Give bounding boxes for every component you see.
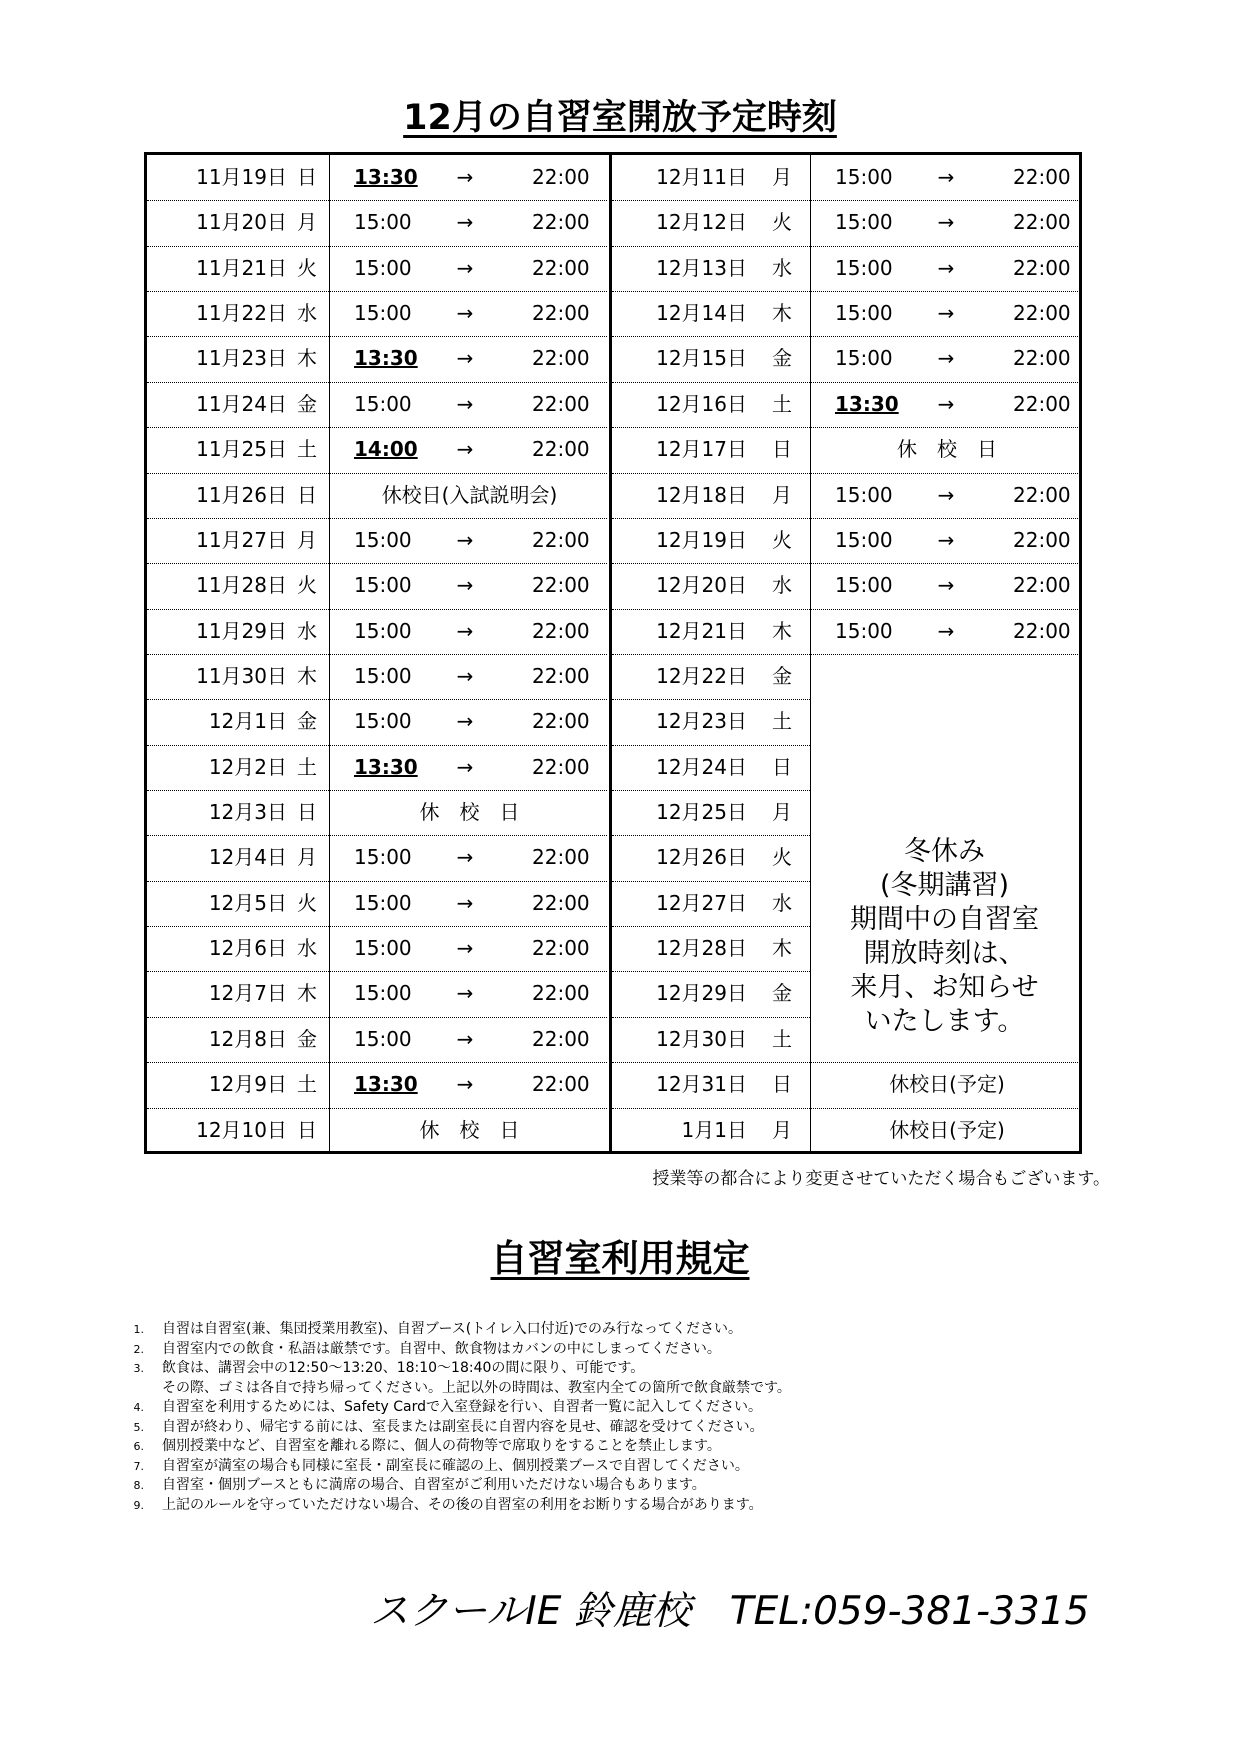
day-of-week: 日	[297, 1117, 317, 1142]
day-of-week: 日	[297, 165, 317, 189]
close-time: 22:00	[532, 437, 590, 462]
winter-break-text: 冬休み (冬期講習) 期間中の自習室 開放時刻は、 来月、お知らせ いたします。	[850, 836, 1039, 1037]
open-time: 15:00	[835, 482, 893, 507]
open-time: 15:00	[354, 391, 412, 416]
schedule-table	[144, 152, 1082, 1154]
arrow-icon: →	[456, 210, 474, 235]
rule-item	[130, 1340, 1120, 1360]
open-time: 14:00	[354, 437, 418, 462]
close-time: 22:00	[532, 618, 590, 643]
day-of-week: 木	[297, 346, 317, 371]
day-of-week: 水	[297, 618, 317, 643]
close-time: 22:00	[532, 346, 590, 371]
arrow-icon: →	[456, 346, 474, 371]
rule-text: 自習室・個別ブースともに満席の場合、自習室がご利用いただけない場合もあります。	[162, 1477, 706, 1493]
day-of-week: 水	[297, 301, 317, 326]
closed-note: 休校日(予定)	[889, 1072, 1005, 1097]
schedule-date: 11月24日	[196, 391, 287, 416]
arrow-icon: →	[937, 618, 955, 643]
arrow-icon: →	[937, 573, 955, 598]
open-time: 15:00	[354, 981, 412, 1006]
close-time: 22:00	[1013, 573, 1071, 598]
closed-note: 休 校 日	[897, 437, 997, 462]
rule-item	[130, 1437, 1120, 1457]
closed-note: 休校日(予定)	[889, 1117, 1005, 1142]
arrow-icon: →	[456, 709, 474, 734]
day-of-week: 木	[772, 301, 792, 326]
day-of-week: 金	[297, 709, 317, 734]
close-time: 22:00	[1013, 527, 1071, 552]
day-of-week: 日	[772, 1072, 792, 1097]
open-time: 13:30	[354, 346, 418, 371]
open-time: 13:30	[354, 1072, 418, 1097]
schedule-date: 11月21日	[196, 255, 287, 280]
schedule-date: 12月4日	[208, 845, 287, 870]
schedule-date: 11月25日	[196, 437, 287, 462]
arrow-icon: →	[937, 391, 955, 416]
rule-number: 2.	[133, 1342, 144, 1356]
open-time: 13:30	[354, 165, 418, 189]
day-of-week: 日	[297, 800, 317, 825]
schedule-date: 11月23日	[196, 346, 287, 371]
open-time: 15:00	[835, 346, 893, 371]
schedule-date: 12月11日	[656, 165, 747, 189]
schedule-date: 12月12日	[656, 210, 747, 235]
day-of-week: 土	[297, 1072, 317, 1097]
close-time: 22:00	[532, 527, 590, 552]
arrow-icon: →	[937, 482, 955, 507]
schedule-date: 12月6日	[208, 936, 287, 961]
day-of-week: 月	[772, 165, 792, 189]
schedule-date: 12月18日	[656, 482, 747, 507]
open-time: 15:00	[354, 936, 412, 961]
schedule-date: 11月19日	[196, 165, 287, 189]
day-of-week: 月	[297, 210, 317, 235]
arrow-icon: →	[937, 301, 955, 326]
close-time: 22:00	[1013, 165, 1071, 189]
close-time: 22:00	[532, 1072, 590, 1097]
day-of-week: 水	[297, 936, 317, 961]
rule-number: 1.	[133, 1323, 144, 1336]
rule-text: 自習は自習室(兼、集団授業用教室)、自習ブース(トイレ入口付近)でのみ行なってください。	[162, 1321, 743, 1337]
close-time: 22:00	[532, 210, 590, 235]
schedule-date: 12月21日	[656, 618, 747, 643]
arrow-icon: →	[456, 1072, 474, 1097]
schedule-date: 1月1日	[681, 1117, 747, 1142]
schedule-date: 11月29日	[196, 618, 287, 643]
open-time: 15:00	[835, 255, 893, 280]
day-of-week: 日	[772, 437, 792, 462]
arrow-icon: →	[456, 391, 474, 416]
arrow-icon: →	[456, 981, 474, 1006]
schedule-date: 11月30日	[196, 663, 287, 688]
open-time: 13:30	[354, 754, 418, 779]
close-time: 22:00	[532, 391, 590, 416]
close-time: 22:00	[532, 573, 590, 598]
schedule-date: 12月25日	[656, 800, 747, 825]
schedule-date: 11月26日	[196, 482, 287, 507]
close-time: 22:00	[532, 709, 590, 734]
rule-number: 4.	[133, 1401, 144, 1414]
school-footer: スクールIE 鈴鹿校 TEL:059-381-3315	[370, 1589, 1090, 1634]
arrow-icon: →	[937, 346, 955, 371]
schedule-date: 12月24日	[656, 754, 747, 779]
day-of-week: 火	[772, 845, 792, 870]
rule-text: 飲食は、講習会中の12:50～13:20、18:10～18:40の間に限り、可能です。 その際、ゴミは各自で持ち帰ってください。上記以外の時間は、教室内全ての箇所で飲食厳禁です。	[162, 1360, 791, 1396]
schedule-date: 12月10日	[196, 1117, 287, 1142]
rule-number: 9.	[133, 1498, 144, 1512]
schedule-date: 12月26日	[656, 845, 747, 870]
page-title: 12月の自習室開放予定時刻	[403, 98, 837, 138]
open-time: 15:00	[354, 618, 412, 643]
open-time: 15:00	[354, 527, 412, 552]
arrow-icon: →	[937, 210, 955, 235]
schedule-date: 12月23日	[656, 709, 747, 734]
open-time: 15:00	[835, 165, 893, 189]
open-time: 15:00	[835, 210, 893, 235]
rule-number: 6.	[133, 1440, 144, 1453]
day-of-week: 日	[772, 754, 792, 779]
schedule-disclaimer: 授業等の都合により変更させていただく場合もございます。	[652, 1169, 1110, 1189]
day-of-week: 土	[772, 391, 792, 416]
schedule-date: 12月16日	[656, 391, 747, 416]
schedule-date: 11月27日	[196, 527, 287, 552]
arrow-icon: →	[456, 663, 474, 688]
day-of-week: 木	[772, 618, 792, 643]
day-of-week: 金	[297, 391, 317, 416]
schedule-date: 12月27日	[656, 890, 747, 915]
schedule-date: 12月15日	[656, 346, 747, 371]
rule-item	[130, 1457, 1120, 1477]
day-of-week: 火	[772, 527, 792, 552]
arrow-icon: →	[456, 754, 474, 779]
schedule-date: 12月8日	[208, 1026, 287, 1051]
day-of-week: 土	[297, 754, 317, 779]
open-time: 15:00	[354, 709, 412, 734]
schedule-date: 12月28日	[656, 936, 747, 961]
day-of-week: 木	[772, 936, 792, 961]
rule-number: 8.	[133, 1479, 144, 1492]
day-of-week: 火	[297, 255, 317, 280]
open-time: 15:00	[354, 255, 412, 280]
schedule-date: 11月20日	[196, 210, 287, 235]
rule-text: 自習室を利用するためには、Safety Cardで入室登録を行い、自習者一覧に記入してください。	[162, 1399, 762, 1415]
schedule-date: 12月9日	[208, 1072, 287, 1097]
day-of-week: 火	[297, 890, 317, 915]
day-of-week: 水	[772, 255, 792, 280]
close-time: 22:00	[1013, 301, 1071, 326]
open-time: 15:00	[354, 1026, 412, 1051]
close-time: 22:00	[532, 301, 590, 326]
day-of-week: 金	[297, 1026, 317, 1051]
closed-note: 休校日(入試説明会)	[381, 482, 558, 507]
arrow-icon: →	[456, 890, 474, 915]
schedule-date: 12月5日	[208, 890, 287, 915]
arrow-icon: →	[456, 1026, 474, 1051]
closed-note: 休 校 日	[419, 800, 520, 825]
close-time: 22:00	[532, 981, 590, 1006]
day-of-week: 水	[772, 573, 792, 598]
schedule-date: 12月1日	[208, 709, 287, 734]
day-of-week: 月	[297, 527, 317, 552]
open-time: 15:00	[354, 890, 412, 915]
rule-number: 7.	[133, 1459, 144, 1473]
schedule-date: 12月7日	[208, 981, 287, 1006]
close-time: 22:00	[532, 663, 590, 688]
close-time: 22:00	[1013, 255, 1071, 280]
open-time: 13:30	[835, 391, 899, 416]
schedule-date: 12月22日	[656, 663, 747, 688]
day-of-week: 月	[772, 800, 792, 825]
arrow-icon: →	[456, 936, 474, 961]
open-time: 15:00	[354, 301, 412, 326]
rule-text: 上記のルールを守っていただけない場合、その後の自習室の利用をお断りする場合があります。	[162, 1496, 763, 1513]
schedule-date: 12月3日	[208, 800, 287, 825]
rule-item	[130, 1496, 1120, 1516]
rule-number: 5.	[133, 1420, 144, 1434]
schedule-date: 12月29日	[656, 981, 747, 1006]
close-time: 22:00	[532, 845, 590, 870]
day-of-week: 土	[297, 437, 317, 462]
rule-text: 個別授業中など、自習室を離れる際に、個人の荷物等で席取りをすることを禁止します。	[162, 1438, 721, 1454]
day-of-week: 金	[772, 663, 792, 688]
rule-item	[130, 1398, 1120, 1418]
arrow-icon: →	[456, 573, 474, 598]
day-of-week: 日	[297, 482, 317, 507]
day-of-week: 月	[297, 845, 317, 870]
rule-text: 自習室内での飲食・私語は厳禁です。自習中、飲食物はカバンの中にしまってください。	[162, 1340, 721, 1357]
rule-number: 3.	[133, 1362, 144, 1375]
open-time: 15:00	[354, 663, 412, 688]
close-time: 22:00	[532, 890, 590, 915]
close-time: 22:00	[1013, 210, 1071, 235]
open-time: 15:00	[835, 573, 893, 598]
arrow-icon: →	[937, 165, 955, 189]
arrow-icon: →	[456, 301, 474, 326]
arrow-icon: →	[937, 255, 955, 280]
rule-item	[130, 1418, 1120, 1438]
day-of-week: 木	[297, 981, 317, 1006]
schedule-date: 12月2日	[208, 754, 287, 779]
arrow-icon: →	[456, 618, 474, 643]
open-time: 15:00	[354, 210, 412, 235]
day-of-week: 水	[772, 890, 792, 915]
day-of-week: 火	[772, 210, 792, 235]
close-time: 22:00	[532, 255, 590, 280]
day-of-week: 月	[772, 482, 792, 507]
schedule-date: 12月20日	[656, 573, 747, 598]
day-of-week: 土	[772, 709, 792, 734]
rule-text: 自習室が満室の場合も同様に室長・副室長に確認の上、個別授業ブースで自習してください。	[162, 1457, 749, 1474]
arrow-icon: →	[937, 527, 955, 552]
open-time: 15:00	[354, 573, 412, 598]
close-time: 22:00	[532, 1026, 590, 1051]
schedule-date: 12月17日	[656, 437, 747, 462]
rules-title: 自習室利用規定	[490, 1237, 750, 1280]
rule-item	[130, 1320, 1120, 1340]
rule-text: 自習が終わり、帰宅する前には、室長または副室長に自習内容を見せ、確認を受けてください。	[162, 1418, 764, 1435]
close-time: 22:00	[1013, 482, 1071, 507]
rules-list	[130, 1320, 1120, 1515]
close-time: 22:00	[1013, 346, 1071, 371]
arrow-icon: →	[456, 437, 474, 462]
day-of-week: 金	[772, 346, 792, 371]
schedule-date: 12月30日	[656, 1026, 747, 1051]
close-time: 22:00	[1013, 391, 1071, 416]
rule-item	[130, 1476, 1120, 1496]
open-time: 15:00	[835, 301, 893, 326]
schedule-date: 12月19日	[656, 527, 747, 552]
open-time: 15:00	[354, 845, 412, 870]
schedule-date: 12月14日	[656, 301, 747, 326]
schedule-date: 12月31日	[656, 1072, 747, 1097]
day-of-week: 木	[297, 663, 317, 688]
schedule-date: 12月13日	[656, 255, 747, 280]
day-of-week: 月	[772, 1117, 792, 1142]
close-time: 22:00	[532, 165, 590, 189]
schedule-date: 11月28日	[196, 573, 287, 598]
close-time: 22:00	[532, 936, 590, 961]
open-time: 15:00	[835, 618, 893, 643]
arrow-icon: →	[456, 527, 474, 552]
day-of-week: 金	[772, 981, 792, 1006]
closed-note: 休 校 日	[419, 1117, 520, 1142]
arrow-icon: →	[456, 845, 474, 870]
arrow-icon: →	[456, 165, 474, 189]
open-time: 15:00	[835, 527, 893, 552]
day-of-week: 土	[772, 1026, 792, 1051]
close-time: 22:00	[532, 754, 590, 779]
day-of-week: 火	[297, 573, 317, 598]
schedule-date: 11月22日	[196, 301, 287, 326]
arrow-icon: →	[456, 255, 474, 280]
close-time: 22:00	[1013, 618, 1071, 643]
rule-item	[130, 1359, 1120, 1398]
